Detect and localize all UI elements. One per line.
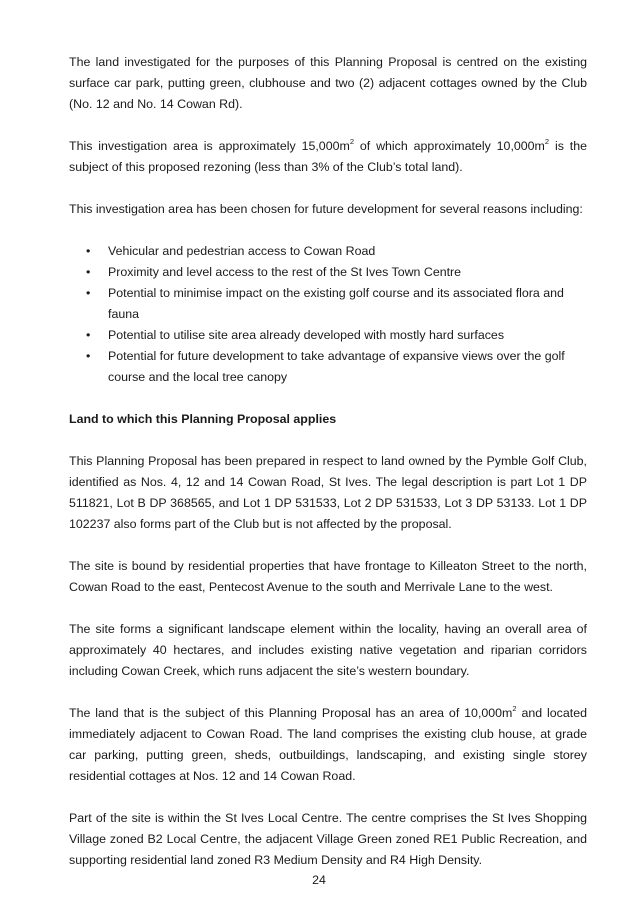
paragraph-investigation-land: The land investigated for the purposes of this Planning Proposal is centred on the existing surface car park, putting green, clubhouse and two (2) adjacent cottages owned by the Club (No. 12 and No. 14 Cowan Rd). — [69, 55, 587, 111]
list-item — [69, 241, 587, 262]
list-item — [69, 262, 587, 283]
list-item-text: Proximity and level access to the rest of the St Ives Town Centre — [108, 265, 462, 279]
list-item — [69, 346, 587, 388]
text-segment: of which approximately 10,000m — [353, 139, 545, 153]
bullet-marker: • — [86, 349, 91, 363]
list-item-text: Potential for future development to take advantage of expansive views over the golf course and the local tree canopy — [108, 349, 565, 384]
list-item-text: Potential to utilise site area already developed with mostly hard surfaces — [108, 328, 505, 342]
paragraph-site-boundaries: The site is bound by residential properties that have frontage to Killeaton Street to the north, Cowan Road to the east, Pentecost Avenue to the south and Merrivale Lane to the west. — [69, 559, 587, 594]
reasons-list — [69, 241, 587, 388]
list-item — [69, 283, 587, 325]
bullet-marker: • — [86, 265, 91, 279]
bullet-marker: • — [86, 286, 91, 300]
paragraph-reasons-intro: This investigation area has been chosen for future development for several reasons including: — [69, 202, 583, 216]
superscript: 2 — [512, 703, 517, 713]
paragraph-investigation-area — [69, 136, 587, 178]
paragraph-planning-proposal-land: This Planning Proposal has been prepared in respect to land owned by the Pymble Golf Club, identified as Nos. 4, 12 and 14 Cowan Road, St Ives. The legal description is part Lot 1 DP 511821, Lot B DP 368565, and Lot 1 DP 531533, Lot 2 DP 531533, Lot 3 DP 53133. Lot 1 DP 102237 also forms part of the Club but is not affected by the proposal. — [69, 454, 587, 531]
text-segment: This investigation area is approximately 15,000m — [69, 139, 350, 153]
paragraph-local-centre: Part of the site is within the St Ives Local Centre. The centre comprises the St Ives Shopping Village zoned B2 Local Centre, the adjacent Village Green zoned RE1 Public Recreation, and supporting residential land zoned R3 Medium Density and R4 High Density. — [69, 811, 587, 867]
list-item — [69, 325, 587, 346]
bullet-marker: • — [86, 328, 91, 342]
page-number: 24 — [312, 873, 326, 887]
document-page — [69, 52, 587, 871]
list-item-text: Potential to minimise impact on the existing golf course and its associated flora and fauna — [108, 286, 564, 321]
list-item-text: Vehicular and pedestrian access to Cowan Road — [108, 244, 376, 258]
text-segment: is the subject of this proposed rezoning (less than 3% of the Club’s total land). — [69, 139, 588, 174]
paragraph-landscape-element: The site forms a significant landscape element within the locality, having an overall area of approximately 40 hectares, and includes existing native vegetation and riparian corridors including Cowan Creek, which runs adjacent the site’s western boundary. — [69, 622, 587, 678]
text-segment: and located immediately adjacent to Cowan Road. The land comprises the existing club house, at grade car parking, putting green, sheds, outbuildings, landscaping, and existing single storey residential cottages at Nos. 12 and 14 Cowan Road. — [69, 706, 587, 783]
superscript: 2 — [544, 136, 550, 146]
paragraph-subject-land — [69, 703, 587, 787]
text-segment: The land that is the subject of this Planning Proposal has an area of 10,000m — [69, 706, 513, 720]
bullet-marker: • — [86, 244, 91, 258]
section-heading: Land to which this Planning Proposal applies — [69, 412, 337, 426]
superscript: 2 — [349, 136, 354, 146]
